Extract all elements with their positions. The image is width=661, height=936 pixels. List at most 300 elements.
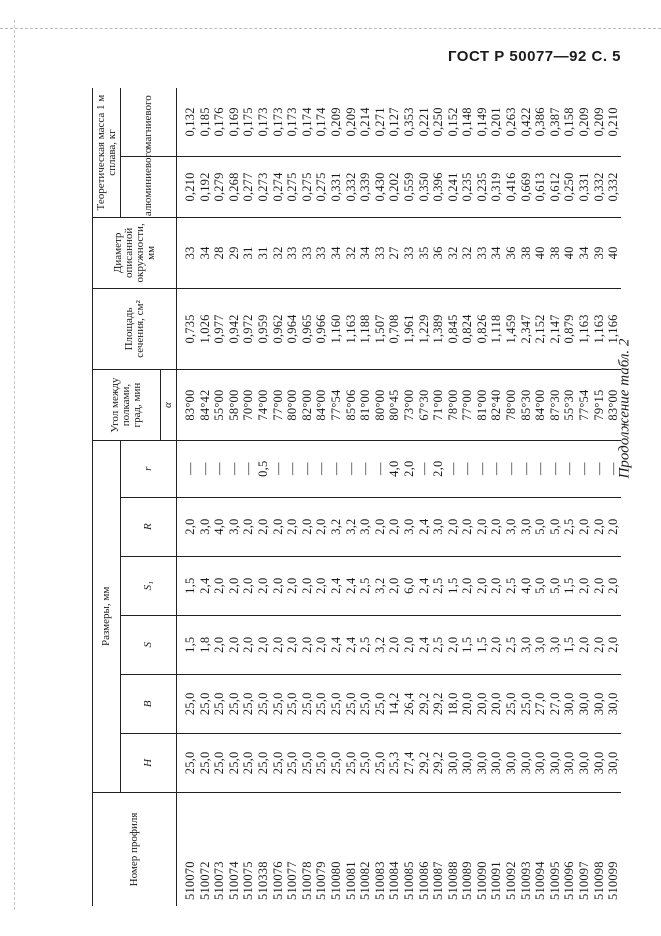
h-value: 25,0 xyxy=(285,733,300,792)
s-value: 2,0 xyxy=(212,615,227,674)
s1-value: 1,5 xyxy=(446,556,461,615)
s-value: 2,4 xyxy=(329,615,344,674)
angle-value: 80°45 xyxy=(387,370,402,440)
b-value: 27,0 xyxy=(533,674,548,733)
profile-number: 510090 xyxy=(474,861,489,900)
s-value: 2,5 xyxy=(431,615,446,674)
angle-value: 70°00 xyxy=(241,370,256,440)
diameter-value: 34 xyxy=(329,218,344,288)
big-r-value: 2,4 xyxy=(417,497,432,556)
s1-value: 1,5 xyxy=(562,556,577,615)
page-top-rule xyxy=(0,28,661,29)
s1-value: 2,0 xyxy=(241,556,256,615)
angle-value: 77°54 xyxy=(329,370,344,440)
h-value: 27,4 xyxy=(402,733,417,792)
header-profile-number: Номер профиля xyxy=(93,792,177,906)
area-value: 0,965 xyxy=(300,288,315,370)
area-value: 0,966 xyxy=(314,288,329,370)
s-value: 2,0 xyxy=(227,615,242,674)
s1-value: 2,0 xyxy=(285,556,300,615)
s-value: 2,0 xyxy=(446,615,461,674)
angle-value: 71°00 xyxy=(431,370,446,440)
profile-number: 510070 xyxy=(183,861,197,900)
s1-value: 2,4 xyxy=(329,556,344,615)
s1-value: 2,4 xyxy=(417,556,432,615)
magnesium-mass: 0,169 xyxy=(227,88,242,156)
small-r-value: — xyxy=(271,440,286,497)
diameter-value: 34 xyxy=(489,218,504,288)
big-r-value: 2,0 xyxy=(606,497,621,556)
angle-value: 82°40 xyxy=(489,370,504,440)
aluminium-mass: 0,235 xyxy=(475,156,490,217)
angle-value: 67°30 xyxy=(417,370,432,440)
h-value: 30,0 xyxy=(489,733,504,792)
angle-value: 78°00 xyxy=(446,370,461,440)
small-r-value: — xyxy=(373,440,388,497)
big-r-value: 4,0 xyxy=(212,497,227,556)
b-value: 27,0 xyxy=(548,674,563,733)
diameter-value: 33 xyxy=(285,218,300,288)
angle-value: 81°00 xyxy=(475,370,490,440)
profile-number: 510075 xyxy=(241,861,256,900)
big-r-value: 3,2 xyxy=(329,497,344,556)
b-value: 29,2 xyxy=(431,674,446,733)
h-value: 25,0 xyxy=(373,733,388,792)
h-value: 25,0 xyxy=(227,733,242,792)
header-magnesium: магниевого xyxy=(121,88,177,156)
s-value: 2,4 xyxy=(417,615,432,674)
diameter-value: 33 xyxy=(373,218,388,288)
aluminium-mass: 0,331 xyxy=(577,156,592,217)
s1-value: 2,0 xyxy=(212,556,227,615)
diameter-value: 29 xyxy=(227,218,242,288)
big-r-value: 2,0 xyxy=(489,497,504,556)
s1-value: 2,0 xyxy=(475,556,490,615)
angle-value: 84°00 xyxy=(533,370,548,440)
b-value: 26,4 xyxy=(402,674,417,733)
profile-number: 510079 xyxy=(314,861,329,900)
s-value: 1,5 xyxy=(460,615,475,674)
diameter-value: 40 xyxy=(533,218,548,288)
small-r-value: — xyxy=(417,440,432,497)
magnesium-mass: 0,174 xyxy=(300,88,315,156)
diameter-value: 28 xyxy=(212,218,227,288)
big-r-value: 2,0 xyxy=(460,497,475,556)
table-row xyxy=(300,88,315,906)
small-r-value: — xyxy=(446,440,461,497)
aluminium-mass: 0,339 xyxy=(358,156,373,217)
big-r-value: 3,0 xyxy=(431,497,446,556)
angle-value: 77°00 xyxy=(460,370,475,440)
b-value: 18,0 xyxy=(446,674,461,733)
magnesium-mass: 0,387 xyxy=(548,88,563,156)
s-value: 2,0 xyxy=(314,615,329,674)
s-value: 3,2 xyxy=(373,615,388,674)
s1-value: 4,0 xyxy=(519,556,534,615)
b-value: 30,0 xyxy=(592,674,607,733)
table-row xyxy=(227,88,242,906)
aluminium-mass: 0,250 xyxy=(562,156,577,217)
big-r-value: 2,0 xyxy=(592,497,607,556)
table-row xyxy=(373,88,388,906)
h-value: 30,0 xyxy=(592,733,607,792)
profile-number: 510080 xyxy=(328,861,343,900)
table-row xyxy=(417,88,432,906)
h-value: 25,0 xyxy=(241,733,256,792)
aluminium-mass: 0,331 xyxy=(329,156,344,217)
small-r-value: — xyxy=(460,440,475,497)
s1-value: 5,0 xyxy=(533,556,548,615)
profile-number: 510072 xyxy=(197,861,212,900)
b-value: 30,0 xyxy=(562,674,577,733)
h-value: 25,3 xyxy=(387,733,402,792)
area-value: 1,160 xyxy=(329,288,344,370)
big-r-value: 3,0 xyxy=(519,497,534,556)
table-row xyxy=(198,88,213,906)
diameter-value: 32 xyxy=(446,218,461,288)
diameter-value: 27 xyxy=(387,218,402,288)
h-value: 25,0 xyxy=(300,733,315,792)
big-r-value: 2,0 xyxy=(256,497,271,556)
angle-value: 73°00 xyxy=(402,370,417,440)
diameter-value: 40 xyxy=(606,218,621,288)
big-r-value: 2,0 xyxy=(475,497,490,556)
angle-value: 84°00 xyxy=(314,370,329,440)
b-value: 30,0 xyxy=(577,674,592,733)
header-mass-group: Теоретическая масса 1 м сплава, кг xyxy=(93,88,121,218)
big-r-value: 3,0 xyxy=(227,497,242,556)
table-row xyxy=(475,88,490,906)
diameter-value: 33 xyxy=(475,218,490,288)
s-value: 1,5 xyxy=(177,615,198,674)
table-row xyxy=(446,88,461,906)
aluminium-mass: 0,275 xyxy=(300,156,315,217)
magnesium-mass: 0,386 xyxy=(533,88,548,156)
magnesium-mass: 0,221 xyxy=(417,88,432,156)
s1-value: 6,0 xyxy=(402,556,417,615)
big-r-value: 5,0 xyxy=(548,497,563,556)
s-value: 2,4 xyxy=(344,615,359,674)
aluminium-mass: 0,396 xyxy=(431,156,446,217)
aluminium-mass: 0,559 xyxy=(402,156,417,217)
header-sizes-group: Размеры, мм xyxy=(93,440,121,792)
s-value: 2,0 xyxy=(300,615,315,674)
s1-value: 3,2 xyxy=(373,556,388,615)
area-value: 1,166 xyxy=(606,288,621,370)
angle-value: 77°54 xyxy=(577,370,592,440)
diameter-value: 33 xyxy=(300,218,315,288)
header-aluminium: алюминиевого xyxy=(121,156,177,217)
magnesium-mass: 0,176 xyxy=(212,88,227,156)
b-value: 25,0 xyxy=(177,674,198,733)
big-r-value: 2,0 xyxy=(300,497,315,556)
small-r-value: — xyxy=(285,440,300,497)
s-value: 2,0 xyxy=(241,615,256,674)
area-value: 1,389 xyxy=(431,288,446,370)
h-value: 30,0 xyxy=(577,733,592,792)
small-r-value: — xyxy=(358,440,373,497)
area-value: 1,229 xyxy=(417,288,432,370)
s1-value: 2,0 xyxy=(300,556,315,615)
table-row xyxy=(212,88,227,906)
profile-number: 510087 xyxy=(431,861,446,900)
aluminium-mass: 0,332 xyxy=(592,156,607,217)
table-body xyxy=(177,88,621,906)
header-s: S xyxy=(121,615,177,674)
diameter-value: 34 xyxy=(198,218,213,288)
magnesium-mass: 0,250 xyxy=(431,88,446,156)
table-row xyxy=(285,88,300,906)
h-value: 25,0 xyxy=(198,733,213,792)
table-row xyxy=(271,88,286,906)
s1-value: 2,0 xyxy=(227,556,242,615)
table-row xyxy=(358,88,373,906)
area-value: 1,961 xyxy=(402,288,417,370)
angle-value: 84°42 xyxy=(198,370,213,440)
header-b: B xyxy=(121,674,177,733)
profile-number: 510093 xyxy=(518,861,533,900)
aluminium-mass: 0,273 xyxy=(256,156,271,217)
small-r-value: — xyxy=(198,440,213,497)
h-value: 30,0 xyxy=(562,733,577,792)
big-r-value: 2,0 xyxy=(285,497,300,556)
table-row xyxy=(504,88,519,906)
diameter-value: 31 xyxy=(256,218,271,288)
big-r-value: 2,0 xyxy=(446,497,461,556)
small-r-value: — xyxy=(606,440,621,497)
profile-number: 510098 xyxy=(591,861,606,900)
profile-number: 510084 xyxy=(387,861,402,900)
h-value: 30,0 xyxy=(519,733,534,792)
magnesium-mass: 0,173 xyxy=(256,88,271,156)
margin-rule xyxy=(14,20,15,910)
small-r-value: — xyxy=(300,440,315,497)
table-row xyxy=(177,88,198,906)
area-value: 0,962 xyxy=(271,288,286,370)
magnesium-mass: 0,209 xyxy=(592,88,607,156)
table-row xyxy=(606,88,621,906)
aluminium-mass: 0,202 xyxy=(387,156,402,217)
h-value: 25,0 xyxy=(358,733,373,792)
area-value: 0,964 xyxy=(285,288,300,370)
small-r-value: — xyxy=(314,440,329,497)
s1-value: 2,0 xyxy=(314,556,329,615)
b-value: 20,0 xyxy=(475,674,490,733)
header-s1: S₁ xyxy=(121,556,177,615)
diameter-value: 33 xyxy=(177,218,198,288)
diameter-value: 32 xyxy=(271,218,286,288)
aluminium-mass: 0,613 xyxy=(533,156,548,217)
small-r-value: 2,0 xyxy=(431,440,446,497)
table-row xyxy=(344,88,359,906)
profile-number: 510097 xyxy=(577,861,592,900)
b-value: 29,2 xyxy=(417,674,432,733)
b-value: 25,0 xyxy=(314,674,329,733)
area-value: 2,152 xyxy=(533,288,548,370)
small-r-value: 0,5 xyxy=(256,440,271,497)
profile-number: 510085 xyxy=(401,861,416,900)
b-value: 25,0 xyxy=(227,674,242,733)
magnesium-mass: 0,271 xyxy=(373,88,388,156)
s-value: 2,0 xyxy=(606,615,621,674)
profile-number: 510083 xyxy=(372,861,387,900)
small-r-value: — xyxy=(577,440,592,497)
area-value: 0,977 xyxy=(212,288,227,370)
diameter-value: 36 xyxy=(504,218,519,288)
profile-table xyxy=(92,88,621,906)
angle-value: 80°00 xyxy=(285,370,300,440)
table-caption: Продолжение табл. 2 xyxy=(616,338,633,479)
s1-value: 1,5 xyxy=(177,556,198,615)
magnesium-mass: 0,148 xyxy=(460,88,475,156)
angle-value: 85°06 xyxy=(344,370,359,440)
page-header: ГОСТ Р 50077—92 С. 5 xyxy=(447,48,621,65)
area-value: 0,942 xyxy=(227,288,242,370)
area-value: 1,507 xyxy=(373,288,388,370)
big-r-value: 3,0 xyxy=(358,497,373,556)
angle-value: 55°30 xyxy=(562,370,577,440)
magnesium-mass: 0,422 xyxy=(519,88,534,156)
aluminium-mass: 0,268 xyxy=(227,156,242,217)
angle-value: 87°30 xyxy=(548,370,563,440)
b-value: 25,0 xyxy=(256,674,271,733)
s1-value: 2,0 xyxy=(592,556,607,615)
table-row xyxy=(489,88,504,906)
table-row xyxy=(387,88,402,906)
aluminium-mass: 0,192 xyxy=(198,156,213,217)
s1-value: 2,0 xyxy=(606,556,621,615)
profile-number: 510082 xyxy=(358,861,373,900)
s1-value: 2,5 xyxy=(431,556,446,615)
h-value: 30,0 xyxy=(606,733,621,792)
b-value: 25,0 xyxy=(212,674,227,733)
b-value: 25,0 xyxy=(271,674,286,733)
s1-value: 2,0 xyxy=(271,556,286,615)
magnesium-mass: 0,210 xyxy=(606,88,621,156)
table-row xyxy=(460,88,475,906)
small-r-value: — xyxy=(562,440,577,497)
table-row xyxy=(562,88,577,906)
table-row xyxy=(402,88,417,906)
s-value: 2,0 xyxy=(592,615,607,674)
h-value: 30,0 xyxy=(446,733,461,792)
magnesium-mass: 0,173 xyxy=(285,88,300,156)
diameter-value: 40 xyxy=(562,218,577,288)
area-value: 0,826 xyxy=(475,288,490,370)
diameter-value: 34 xyxy=(577,218,592,288)
table-row xyxy=(533,88,548,906)
big-r-value: 2,0 xyxy=(577,497,592,556)
h-value: 25,0 xyxy=(344,733,359,792)
profile-number: 510081 xyxy=(343,861,358,900)
s-value: 2,0 xyxy=(402,615,417,674)
aluminium-mass: 0,210 xyxy=(177,156,198,217)
profile-number: 510094 xyxy=(533,861,548,900)
small-r-value: — xyxy=(227,440,242,497)
profile-number: 510095 xyxy=(547,861,562,900)
profile-number: 510091 xyxy=(489,861,504,900)
h-value: 29,2 xyxy=(431,733,446,792)
b-value: 25,0 xyxy=(358,674,373,733)
s1-value: 2,5 xyxy=(358,556,373,615)
profile-number: 510338 xyxy=(255,861,270,900)
aluminium-mass: 0,416 xyxy=(504,156,519,217)
magnesium-mass: 0,173 xyxy=(271,88,286,156)
small-r-value: — xyxy=(241,440,256,497)
s-value: 2,0 xyxy=(256,615,271,674)
table-row xyxy=(519,88,534,906)
s1-value: 5,0 xyxy=(548,556,563,615)
diameter-value: 33 xyxy=(402,218,417,288)
profile-number: 510073 xyxy=(212,861,227,900)
header-small-r: r xyxy=(121,440,177,497)
profile-number: 510077 xyxy=(285,861,300,900)
b-value: 25,0 xyxy=(329,674,344,733)
angle-value: 82°00 xyxy=(300,370,315,440)
small-r-value: — xyxy=(592,440,607,497)
angle-value: 58°00 xyxy=(227,370,242,440)
diameter-value: 34 xyxy=(358,218,373,288)
big-r-value: 2,0 xyxy=(314,497,329,556)
big-r-value: 2,0 xyxy=(177,497,198,556)
aluminium-mass: 0,275 xyxy=(314,156,329,217)
diameter-value: 38 xyxy=(519,218,534,288)
aluminium-mass: 0,669 xyxy=(519,156,534,217)
magnesium-mass: 0,152 xyxy=(446,88,461,156)
angle-value: 55°00 xyxy=(212,370,227,440)
area-value: 1,118 xyxy=(489,288,504,370)
area-value: 0,845 xyxy=(446,288,461,370)
s-value: 2,5 xyxy=(358,615,373,674)
big-r-value: 3,0 xyxy=(402,497,417,556)
s-value: 3,0 xyxy=(533,615,548,674)
h-value: 29,2 xyxy=(417,733,432,792)
profile-number: 510078 xyxy=(299,861,314,900)
s1-value: 2,5 xyxy=(504,556,519,615)
s1-value: 2,0 xyxy=(489,556,504,615)
profile-number: 510096 xyxy=(562,861,577,900)
header-h: H xyxy=(121,733,177,792)
magnesium-mass: 0,185 xyxy=(198,88,213,156)
s1-value: 2,4 xyxy=(344,556,359,615)
big-r-value: 2,0 xyxy=(271,497,286,556)
rotated-table-wrapper xyxy=(92,88,621,906)
angle-value: 78°00 xyxy=(504,370,519,440)
h-value: 30,0 xyxy=(533,733,548,792)
s-value: 1,8 xyxy=(198,615,213,674)
h-value: 25,0 xyxy=(271,733,286,792)
header-diameter: Диаметр описанной окружности, мм xyxy=(93,218,177,288)
area-value: 0,824 xyxy=(460,288,475,370)
angle-value: 83°00 xyxy=(177,370,198,440)
magnesium-mass: 0,263 xyxy=(504,88,519,156)
magnesium-mass: 0,132 xyxy=(177,88,198,156)
magnesium-mass: 0,209 xyxy=(344,88,359,156)
s-value: 2,0 xyxy=(387,615,402,674)
aluminium-mass: 0,350 xyxy=(417,156,432,217)
header-angle: Угол между полками, град, мин xyxy=(93,370,161,440)
angle-value: 85°30 xyxy=(519,370,534,440)
aluminium-mass: 0,612 xyxy=(548,156,563,217)
s-value: 2,0 xyxy=(489,615,504,674)
h-value: 25,0 xyxy=(314,733,329,792)
aluminium-mass: 0,332 xyxy=(344,156,359,217)
big-r-value: 2,0 xyxy=(373,497,388,556)
big-r-value: 2,0 xyxy=(241,497,256,556)
area-value: 1,026 xyxy=(198,288,213,370)
small-r-value: 2,0 xyxy=(402,440,417,497)
b-value: 25,0 xyxy=(285,674,300,733)
